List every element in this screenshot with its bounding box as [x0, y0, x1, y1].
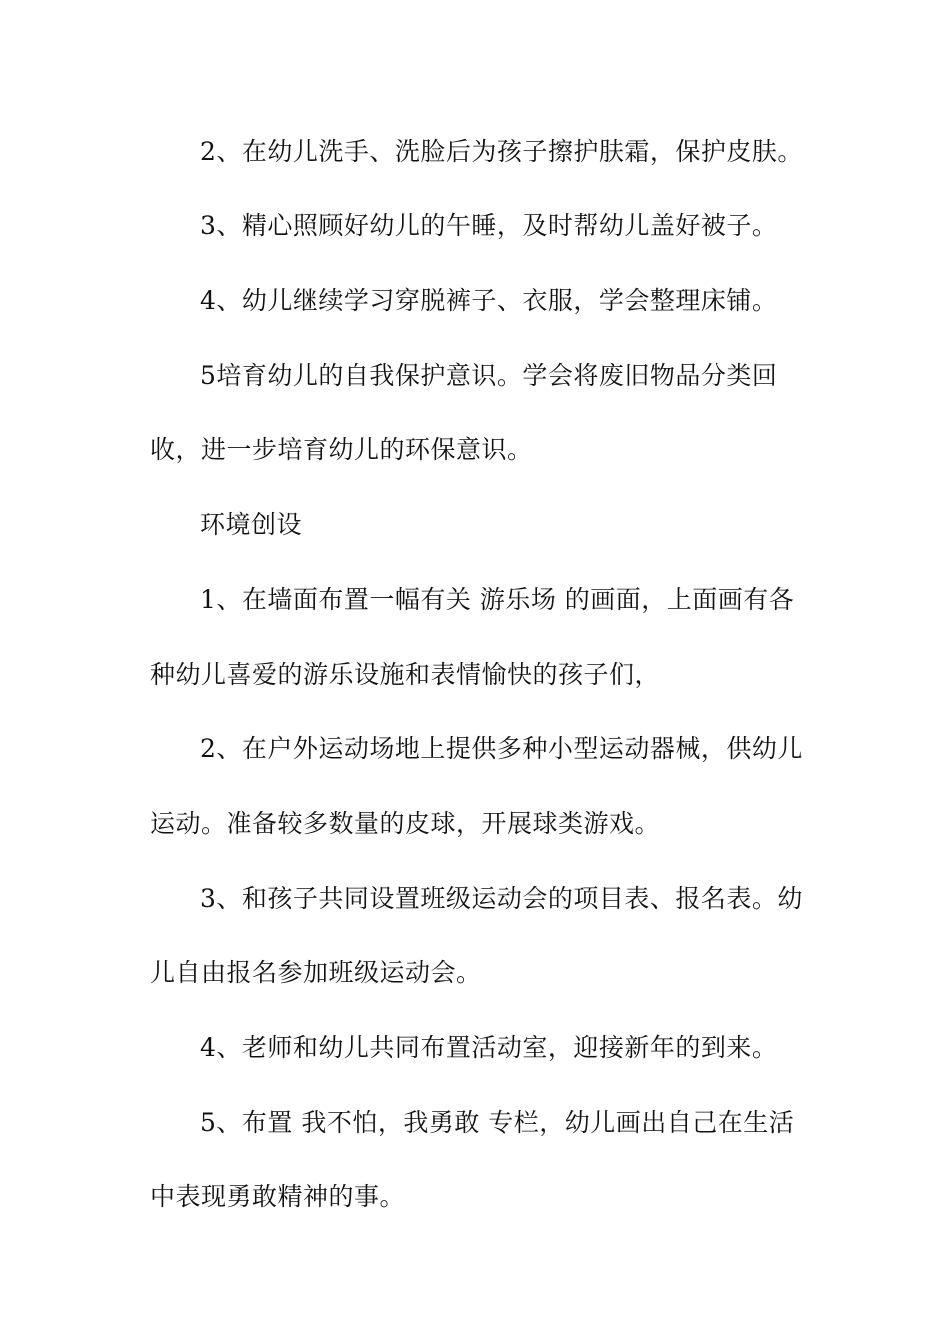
paragraph-line: 5、布置 我不怕，我勇敢 专栏，幼儿画出自己在生活 — [200, 1108, 795, 1137]
paragraph-line: 收，进一步培育幼儿的环保意识。 — [150, 435, 533, 464]
paragraph-line: 中表现勇敢精神的事。 — [150, 1182, 406, 1211]
paragraph-line: 3、和孩子共同设置班级运动会的项目表、报名表。幼 — [200, 884, 803, 913]
paragraph-line: 儿自由报名参加班级运动会。 — [150, 958, 482, 987]
paragraph-line: 3、精心照顾好幼儿的午睡，及时帮幼儿盖好被子。 — [200, 211, 778, 240]
paragraph-line: 运动。准备较多数量的皮球，开展球类游戏。 — [150, 809, 661, 838]
paragraph-line: 5培育幼儿的自我保护意识。学会将废旧物品分类回 — [200, 361, 778, 390]
paragraph-line: 2、在户外运动场地上提供多种小型运动器械，供幼儿 — [200, 734, 803, 763]
paragraph-line: 2、在幼儿洗手、洗脸后为孩子擦护肤霜，保护皮肤。 — [200, 137, 803, 166]
paragraph-line: 种幼儿喜爱的游乐设施和表情愉快的孩子们， — [150, 660, 661, 689]
paragraph-line: 4、幼儿继续学习穿脱裤子、衣服，学会整理床铺。 — [200, 286, 778, 315]
paragraph-line: 1、在墙面布置一幅有关 游乐场 的画面，上面画有各 — [200, 585, 795, 614]
section-heading: 环境创设 — [200, 510, 303, 539]
paragraph-line: 4、老师和幼儿共同布置活动室，迎接新年的到来。 — [200, 1033, 778, 1062]
